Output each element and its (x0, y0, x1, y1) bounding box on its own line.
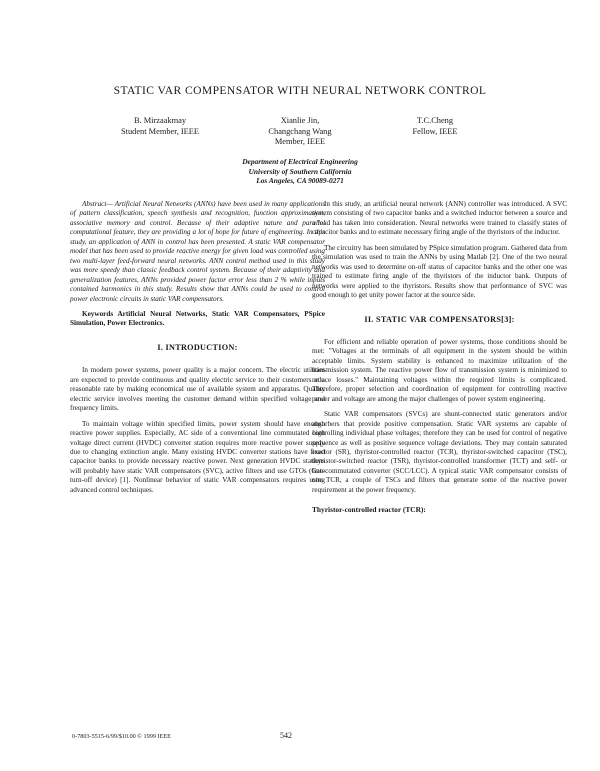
abstract-text: — Artificial Neural Networks (ANNs) have been used in many applications of pattern classification, speech synthesis and recognition, function approximation, associative memory and control. Because of their adaptive nature and parallel computational feature, they are providing a lot of hope for future of engineering. In this study, an application of ANN in control has been presented. A static VAR compensator model that has been used to provide reactive energy for given load was controlled using two multi-layer feed-forward neural networks. ANN control method used in this study was more speedy than classic feedback control system. Because of their adaptivity and generalization features, ANNs provided power factor error less than 2 % while inputs contained harmonics in this study. Results show that ANNs could be used to control power electronic circuits in static VAR compensators. (70, 200, 325, 303)
author-2-name: Xianlie Jin, (280, 116, 320, 125)
author-3-name: T.C.Cheng (416, 116, 454, 125)
section-2-heading: II. STATIC VAR COMPENSATORS[3]: (364, 314, 515, 324)
author-2-role: Member, IEEE (274, 137, 326, 146)
section-1-paragraph-2: To maintain voltage within specified limits, power system should have enough reactive power supplies. Especially, AC side of a conventional line commutated high voltage direct current (HVDC) converter station requires more reactive power supply due to changing extinction angle. Many existing HVDC converter stations have fixed capacitor banks to provide necessary reactive power. Next generation HVDC stations will probably have static VAR compensators (SVC), active filters and use GTOs (Gate turn-off device) [1]. Nonlinear behavior of static VAR compensators requires using advanced control techniques. (70, 419, 325, 494)
author-2-name-2: Changchang Wang (268, 126, 332, 136)
right-column (312, 200, 567, 515)
affiliation-city: Los Angeles, CA 90089-0271 (256, 176, 344, 186)
section-1-paragraph-1: In modern power systems, power quality is a major concern. The electric utilities are expected to provide continuous and quality electric service to their customers at a reasonable rate by making economical use of available system and apparatus. Quality electric service involves meeting the customer demand within specified voltage and frequency limits. (70, 366, 325, 413)
keywords: Keywords Artificial Neural Networks, Static VAR Compensators, PSpice Simulation, Power Electronics. (70, 309, 325, 328)
affiliation-university: University of Southern California (248, 166, 352, 176)
author-3-role: Fellow, IEEE (412, 126, 458, 136)
affiliation-department: Department of Electrical Engineering (242, 157, 358, 166)
abstract-paragraph (70, 200, 325, 304)
author-block-2 (235, 116, 365, 148)
left-column (70, 200, 325, 501)
copyright-footer: 0-7803-5515-6/99/$10.00 © 1999 IEEE (72, 733, 171, 740)
author-1-name: B. Mirzaakmay (133, 116, 187, 125)
section-2-paragraph-2: Static VAR compensators (SVCs) are shunt-connected static generators and/or absorbers that provide positive compensation. Static VAR systems are capable of controlling individual phase voltages; therefore they can be used for control of negative sequence as well as positive sequence voltage deviations. They may contain saturated reactor (SR), thyristor-controlled reactor (TCR), thyristor-switched capacitor (TSC), thyristor-switched reactor (TSR), thyristor-controlled transformer (TCT) and self- or line-commutated converter (SCC/LCC). A typical static VAR compensator consists of one TCR, a couple of TSCs and filters that generate some of the reactive power requirement at the power frequency. (312, 410, 567, 494)
author-1-role: Student Member, IEEE (120, 126, 200, 136)
author-block-1 (95, 116, 225, 137)
paper-title: STATIC VAR COMPENSATOR WITH NEURAL NETWORK CONTROL (113, 84, 487, 97)
page-number: 542 (280, 731, 292, 740)
author-block-3 (370, 116, 500, 137)
section-2-paragraph-1: For efficient and reliable operation of power systems, those conditions should be met: "Voltages at the terminals of all equipment in the system should be within acceptable limits. System stability is enhanced to maximize utilization of the transmission system. The reactive power flow of transmission system is minimized to reduce losses." Maintaining voltages within the required limits is complicated. Therefore, proper selection and coordination of equipment for controlling reactive power and voltage are among the major challenges of power system engineering. (312, 337, 567, 403)
section-1-heading: I. INTRODUCTION: (157, 342, 238, 352)
abstract-label: Abstract (82, 200, 107, 208)
intro-paragraph-3: In this study, an artificial neural network (ANN) controller was introduced. A SVC system consisting of two capacitor banks and a switched inductor between a source and a load has taken into consideration. Neural networks were trained to classify states of capacitor banks and to estimate necessary firing angle of the thyristors of the inductor. (312, 200, 567, 237)
intro-paragraph-4: The circuitry has been simulated by PSpice simulation program. Gathered data from the simulation was used to train the ANNs by using Matlab [2]. One of the two neural networks was used to determine on-off status of capacitor banks and the other one was trained to estimate firing angle of the thyristors of the inductor bank. Outputs of networks were applied to the thyristors. Results show that performance of SVC was good enough to get unity power factor at the source side. (312, 243, 567, 300)
affiliation (150, 157, 450, 186)
tcr-subheading: Thyristor-controlled reactor (TCR): (312, 505, 426, 515)
